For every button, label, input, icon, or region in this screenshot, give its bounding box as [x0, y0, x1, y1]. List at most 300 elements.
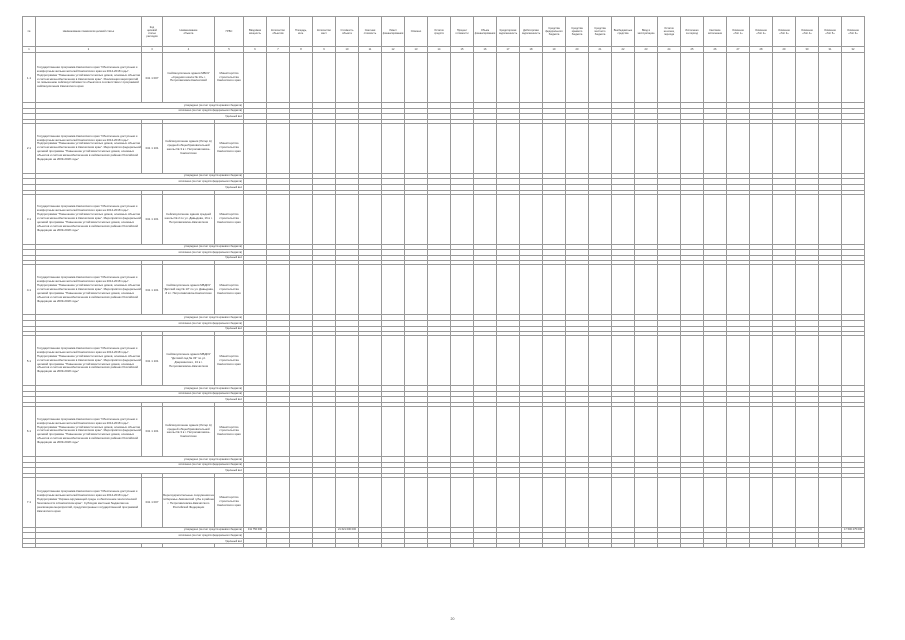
column-number: 10: [336, 47, 359, 53]
header-metric-col: Остаток на конец периода: [658, 17, 681, 47]
metric-cell: [589, 53, 612, 103]
metric-cell: [313, 477, 336, 527]
metric-cell: [681, 477, 704, 527]
object-name: Сейсмоусиление здания (Литер А) средней общеобразовательной школы № 3 в г. Петропавловске-Камчатском: [163, 123, 215, 173]
metric-cell: [359, 53, 382, 103]
metric-cell: [336, 265, 359, 315]
metric-cell: [773, 406, 796, 456]
spacer-cell: [142, 544, 163, 548]
metric-cell: [244, 336, 267, 386]
metric-cell: [612, 194, 635, 244]
metric-cell: [474, 265, 497, 315]
column-number: 30: [796, 47, 819, 53]
metric-cell: [405, 123, 428, 173]
metric-cell: [267, 194, 290, 244]
metric-cell: [773, 265, 796, 315]
header-metric-col: Лимит финансирования: [382, 17, 405, 47]
metric-cell: [727, 265, 750, 315]
metric-cell: [520, 194, 543, 244]
metric-cell: [290, 53, 313, 103]
row-number: 3.1: [23, 194, 36, 244]
spacer-cell: [359, 544, 382, 548]
header-metric-col: Средства краевого бюджета: [566, 17, 589, 47]
metric-cell: [727, 336, 750, 386]
spacer-cell: [750, 544, 773, 548]
header-col-grbs: ГРБС: [215, 17, 244, 47]
metric-cell: [589, 477, 612, 527]
header-col-code: Код целевой статьи расходов: [142, 17, 163, 47]
metric-cell: [543, 194, 566, 244]
metric-cell: [497, 265, 520, 315]
sub-row-label: Удельный вес: [36, 114, 244, 120]
metric-cell: [382, 477, 405, 527]
spacer-cell: [773, 544, 796, 548]
sub-row-label: Удельный вес: [36, 184, 244, 190]
metric-cell: [681, 265, 704, 315]
metric-cell: [267, 123, 290, 173]
row-number: 5.1: [23, 336, 36, 386]
column-number: 3: [142, 47, 163, 53]
metric-cell: [658, 406, 681, 456]
page-number: 20: [450, 617, 455, 621]
spacer-cell: [313, 544, 336, 548]
metric-cell: [405, 265, 428, 315]
spacer-cell: [727, 544, 750, 548]
metric-cell: [819, 406, 842, 456]
metric-cell: [405, 194, 428, 244]
metric-cell: [451, 53, 474, 103]
header-metric-col: Площадь, кв.м.: [290, 17, 313, 47]
program-name: Государственная программа Камчатского края "Обеспечение доступным и комфортным жильем жителей Камчатского края на 2014-2018 годы". Подпрограмма "Охрана окружающей среды и обеспечение экологической безопасности в Камчатском крае". Субсидии местным бюджетам на реализацию мероприятий, предусмотренных государственной программой Камчатского края: [36, 477, 142, 527]
header-metric-col: Количество объектов: [267, 17, 290, 47]
metric-cell: [681, 406, 704, 456]
spacer-cell: [244, 544, 267, 548]
metric-cell: [773, 123, 796, 173]
header-metric-col: Исполнено за период: [681, 17, 704, 47]
program-row: [23, 406, 865, 456]
metric-cell: [658, 53, 681, 103]
metric-cell: [796, 406, 819, 456]
metric-cell: [497, 406, 520, 456]
column-number: 21: [589, 47, 612, 53]
row-number: 4.1: [23, 265, 36, 315]
metric-cell: [842, 123, 865, 173]
program-row: [23, 53, 865, 103]
spacer-cell: [566, 544, 589, 548]
header-metric-col: Средства местного бюджета: [589, 17, 612, 47]
metric-cell: [612, 53, 635, 103]
metric-cell: [589, 336, 612, 386]
metric-cell: [796, 265, 819, 315]
metric-cell: [267, 53, 290, 103]
budget-report-table-container: [22, 16, 865, 548]
program-row: [23, 477, 865, 527]
column-number: 11: [359, 47, 382, 53]
metric-cell: [405, 53, 428, 103]
metric-cell: [313, 123, 336, 173]
target-code: 041 1 101: [142, 265, 163, 315]
metric-cell: [359, 336, 382, 386]
column-number: 29: [773, 47, 796, 53]
metric-cell: [658, 194, 681, 244]
program-name: Государственная программа Камчатского края "Обеспечение доступным и комфортным жильем жителей Камчатского края на 2014-2018 годы". Подпрограмма "Повышение устойчивости жилых домов, основных объектов и систем жизнеобеспечения в Камчатском крае". Реализация мероприятий по повышению сейсмоустойчивости объектов в соответствии с программой сейсмоусиления Камчатского края: [36, 53, 142, 103]
sub-row-label: исполнено (за счет средств федерального бюджета): [36, 250, 244, 256]
metric-cell: [704, 194, 727, 244]
metric-cell: [842, 194, 865, 244]
header-metric-col: Освоено: [405, 17, 428, 47]
metric-cell: [244, 265, 267, 315]
metric-cell: [428, 194, 451, 244]
target-code: 041 1 007: [142, 477, 163, 527]
metric-cell: [681, 194, 704, 244]
column-number: 5: [215, 47, 244, 53]
metric-cell: [244, 123, 267, 173]
spacer-row: [23, 544, 865, 548]
metric-cell: [589, 406, 612, 456]
program-name: Государственная программа Камчатского края "Обеспечение доступным и комфортным жильем жителей Камчатского края на 2014-2018 годы". Подпрограмма "Повышение устойчивости жилых домов, основных объектов и систем жизнеобеспечения в Камчатском крае". Мероприятия федеральной целевой программы "Повышение устойчивости жилых домов, основных объектов и систем жизнеобеспечения в сейсмических районах Российской Федерации на 2009-2018 годы": [36, 265, 142, 315]
metric-cell: [336, 477, 359, 527]
metric-cell: [520, 53, 543, 103]
header-metric-col: Внебюджетные средства: [612, 17, 635, 47]
metric-cell: [704, 406, 727, 456]
metric-cell: [819, 477, 842, 527]
column-number: 2: [36, 47, 142, 53]
program-name: Государственная программа Камчатского края "Обеспечение доступным и комфортным жильем жителей Камчатского края на 2014-2018 годы". Подпрограмма "Повышение устойчивости жилых домов, основных объектов и систем жизнеобеспечения в Камчатском крае". Мероприятия федеральной целевой программы "Повышение устойчивости жилых домов, основных объектов и систем жизнеобеспечения в сейсмических районах Российской Федерации на 2009-2018 годы": [36, 123, 142, 173]
column-number: 12: [382, 47, 405, 53]
metric-cell: [566, 265, 589, 315]
grbs-department: Министерство строительства Камчатского края: [215, 53, 244, 103]
metric-cell: [566, 477, 589, 527]
spacer-cell: [842, 544, 865, 548]
row-number: 1.1: [23, 53, 36, 103]
metric-cell: [313, 336, 336, 386]
metric-cell: [819, 123, 842, 173]
metric-cell: [566, 53, 589, 103]
metric-cell: [428, 265, 451, 315]
metric-cell: [773, 477, 796, 527]
header-metric-col: Средства федерального бюджета: [543, 17, 566, 47]
metric-cell: [244, 194, 267, 244]
header-metric-col: Освоение «Тип 4»: [796, 17, 819, 47]
column-number: 9: [313, 47, 336, 53]
value-cell: 311 750 000: [244, 527, 267, 533]
metric-cell: [290, 265, 313, 315]
program-row: [23, 336, 865, 386]
column-number: 16: [474, 47, 497, 53]
metric-cell: [244, 477, 267, 527]
spacer-cell: [658, 544, 681, 548]
header-metric-col: Стоимость объекта: [336, 17, 359, 47]
target-code: 041 1 007: [142, 53, 163, 103]
metric-cell: [842, 336, 865, 386]
metric-cell: [382, 194, 405, 244]
sub-row-label: Удельный вес: [36, 468, 244, 474]
spacer-cell: [819, 544, 842, 548]
metric-cell: [796, 336, 819, 386]
metric-cell: [750, 194, 773, 244]
metric-cell: [612, 265, 635, 315]
metric-cell: [313, 194, 336, 244]
header-metric-col: Дебиторская задолженность: [520, 17, 543, 47]
spacer-cell: [543, 544, 566, 548]
header-metric-col: Освоение «Тип 5»: [819, 17, 842, 47]
metric-cell: [497, 194, 520, 244]
sub-row-label: утверждено (за счет средств краевого бюджета): [36, 103, 244, 109]
metric-cell: [727, 194, 750, 244]
metric-cell: [635, 406, 658, 456]
row-number: 7.1: [23, 477, 36, 527]
sub-row-label: утверждено (за счет средств краевого бюджета): [36, 386, 244, 392]
metric-cell: [336, 53, 359, 103]
metric-cell: [543, 123, 566, 173]
spacer-cell: [497, 544, 520, 548]
metric-cell: [704, 53, 727, 103]
spacer-cell: [36, 544, 142, 548]
metric-cell: [750, 477, 773, 527]
metric-cell: [336, 406, 359, 456]
spacer-cell: [635, 544, 658, 548]
target-code: 041 1 101: [142, 194, 163, 244]
metric-cell: [842, 53, 865, 103]
metric-cell: [520, 123, 543, 173]
column-number: 27: [727, 47, 750, 53]
header-col-object: Наименование объекта: [163, 17, 215, 47]
metric-cell: [796, 123, 819, 173]
metric-cell: [451, 123, 474, 173]
metric-cell: [359, 265, 382, 315]
sub-row-label: утверждено (за счет средств краевого бюджета): [36, 456, 244, 462]
metric-cell: [704, 265, 727, 315]
sub-row-label: утверждено (за счет средств краевого бюджета): [36, 527, 244, 533]
column-number: 23: [635, 47, 658, 53]
column-number: 8: [290, 47, 313, 53]
column-number: 28: [750, 47, 773, 53]
grbs-department: Министерство строительства Камчатского края: [215, 477, 244, 527]
metric-cell: [382, 123, 405, 173]
metric-cell: [520, 477, 543, 527]
metric-cell: [290, 336, 313, 386]
metric-cell: [842, 477, 865, 527]
spacer-cell: [474, 544, 497, 548]
grbs-department: Министерство строительства Камчатского края: [215, 336, 244, 386]
header-col-name: Наименование показателя целевой статьи: [36, 17, 142, 47]
sub-row-label: исполнено (за счет средств федерального бюджета): [36, 391, 244, 397]
metric-cell: [819, 53, 842, 103]
metric-cell: [336, 194, 359, 244]
spacer-cell: [451, 544, 474, 548]
metric-cell: [543, 477, 566, 527]
metric-cell: [681, 123, 704, 173]
metric-cell: [704, 123, 727, 173]
metric-cell: [819, 265, 842, 315]
metric-cell: [543, 265, 566, 315]
metric-cell: [290, 194, 313, 244]
header-metric-col: Количество мест: [313, 17, 336, 47]
value-cell: 21 621 000 000: [336, 527, 359, 533]
column-number: 13: [405, 47, 428, 53]
target-code: 041 1 101: [142, 123, 163, 173]
metric-cell: [704, 336, 727, 386]
metric-cell: [589, 123, 612, 173]
object-name: Сейсмоусиление здания (Литер А) средней общеобразовательной школы № 3 в г. Петропавловске-Камчатском: [163, 406, 215, 456]
metric-cell: [773, 53, 796, 103]
column-number: 31: [819, 47, 842, 53]
object-name: Сейсмоусиление здания МБОУ «Средняя школа № 10» г. Петропавловск-Камчатский: [163, 53, 215, 103]
column-number: 4: [163, 47, 215, 53]
metric-cell: [681, 53, 704, 103]
metric-cell: [290, 123, 313, 173]
metric-cell: [612, 336, 635, 386]
metric-cell: [382, 406, 405, 456]
column-number: 19: [543, 47, 566, 53]
program-name: Государственная программа Камчатского края "Обеспечение доступным и комфортным жильем жителей Камчатского края на 2014-2018 годы". Подпрограмма "Повышение устойчивости жилых домов, основных объектов и систем жизнеобеспечения в Камчатском крае". Мероприятия федеральной целевой программы "Повышение устойчивости жилых домов, основных объектов и систем жизнеобеспечения в сейсмических районах Российской Федерации на 2009-2018 годы": [36, 406, 142, 456]
metric-cell: [244, 53, 267, 103]
header-metric-col: Освоение «Тип 2»: [750, 17, 773, 47]
header-metric-col: Вводимая мощность: [244, 17, 267, 47]
column-number: 24: [658, 47, 681, 53]
metric-cell: [474, 477, 497, 527]
metric-cell: [474, 123, 497, 173]
metric-cell: [497, 336, 520, 386]
header-metric-col: Освоение «Тип 3»: [773, 17, 796, 47]
metric-cell: [566, 123, 589, 173]
sub-row-label: утверждено (за счет средств краевого бюджета): [36, 244, 244, 250]
metric-cell: [359, 123, 382, 173]
row-number: 6.1: [23, 406, 36, 456]
column-number: 7: [267, 47, 290, 53]
metric-cell: [428, 406, 451, 456]
metric-cell: [313, 406, 336, 456]
metric-cell: [267, 336, 290, 386]
metric-cell: [497, 477, 520, 527]
metric-cell: [796, 477, 819, 527]
program-row: [23, 123, 865, 173]
metric-cell: [359, 194, 382, 244]
metric-cell: [520, 336, 543, 386]
sub-row-label: исполнено (за счет средств федерального бюджета): [36, 179, 244, 185]
program-name: Государственная программа Камчатского края "Обеспечение доступным и комфортным жильем жителей Камчатского края на 2014-2018 годы". Подпрограмма "Повышение устойчивости жилых домов, основных объектов и систем жизнеобеспечения в Камчатском крае". Мероприятия федеральной целевой программы "Повышение устойчивости жилых домов, основных объектов и систем жизнеобеспечения в сейсмических районах Российской Федерации на 2009-2018 годы": [36, 194, 142, 244]
header-metric-col: Процент готовности: [451, 17, 474, 47]
header-col-no: №: [23, 17, 36, 47]
column-number: 14: [428, 47, 451, 53]
budget-report-table: [22, 16, 865, 548]
metric-cell: [474, 336, 497, 386]
metric-cell: [681, 336, 704, 386]
metric-cell: [612, 406, 635, 456]
sub-row-label: Удельный вес: [36, 397, 244, 403]
column-number: 20: [566, 47, 589, 53]
grbs-department: Министерство строительства Камчатского края: [215, 406, 244, 456]
metric-cell: [773, 336, 796, 386]
sub-row-label: исполнено (за счет средств федерального бюджета): [36, 108, 244, 114]
program-row: [23, 194, 865, 244]
metric-cell: [451, 336, 474, 386]
metric-cell: [750, 265, 773, 315]
metric-cell: [267, 406, 290, 456]
metric-cell: [750, 406, 773, 456]
object-name: Берегоукрепительные сооружения на побережье Авачинской губы в районе г. Петропавловска-Камчатского Российской Федерации: [163, 477, 215, 527]
spacer-cell: [704, 544, 727, 548]
column-number: 6: [244, 47, 267, 53]
program-row: [23, 265, 865, 315]
row-number: 2.1: [23, 123, 36, 173]
metric-cell: [428, 477, 451, 527]
metric-cell: [267, 265, 290, 315]
spacer-cell: [382, 544, 405, 548]
metric-cell: [405, 477, 428, 527]
metric-cell: [451, 406, 474, 456]
metric-cell: [566, 406, 589, 456]
table-header-row: [23, 17, 865, 47]
metric-cell: [750, 336, 773, 386]
program-name: Государственная программа Камчатского края "Обеспечение доступным и комфортным жильем жителей Камчатского края на 2014-2018 годы". Подпрограмма "Повышение устойчивости жилых домов, основных объектов и систем жизнеобеспечения в Камчатском крае". Мероприятия федеральной целевой программы "Повышение устойчивости жилых домов, основных объектов и систем жизнеобеспечения в сейсмических районах Российской Федерации на 2009-2018 годы": [36, 336, 142, 386]
metric-cell: [635, 265, 658, 315]
column-number: 15: [451, 47, 474, 53]
metric-cell: [773, 194, 796, 244]
spacer-cell: [796, 544, 819, 548]
sub-row-label: утверждено (за счет средств краевого бюджета): [36, 315, 244, 321]
metric-cell: [336, 336, 359, 386]
metric-cell: [497, 53, 520, 103]
metric-cell: [635, 336, 658, 386]
metric-cell: [658, 123, 681, 173]
metric-cell: [451, 477, 474, 527]
metric-cell: [727, 406, 750, 456]
metric-cell: [405, 406, 428, 456]
metric-cell: [451, 194, 474, 244]
metric-cell: [635, 194, 658, 244]
metric-cell: [612, 123, 635, 173]
sub-row-label: Удельный вес: [36, 255, 244, 261]
metric-cell: [474, 406, 497, 456]
metric-cell: [658, 477, 681, 527]
metric-cell: [589, 265, 612, 315]
sub-row-label: Удельный вес: [36, 326, 244, 332]
metric-cell: [359, 477, 382, 527]
sub-row-label: Удельный вес: [36, 538, 244, 544]
metric-cell: [382, 265, 405, 315]
metric-cell: [543, 53, 566, 103]
metric-cell: [658, 265, 681, 315]
column-number: 32: [842, 47, 865, 53]
metric-cell: [612, 477, 635, 527]
metric-cell: [750, 123, 773, 173]
spacer-cell: [612, 544, 635, 548]
metric-cell: [635, 53, 658, 103]
target-code: 041 1 101: [142, 336, 163, 386]
grbs-department: Министерство строительства Камчатского края: [215, 265, 244, 315]
metric-cell: [635, 477, 658, 527]
metric-cell: [520, 406, 543, 456]
column-number: 25: [681, 47, 704, 53]
column-number: 26: [704, 47, 727, 53]
sub-row-label: исполнено (за счет средств федерального бюджета): [36, 320, 244, 326]
metric-cell: [313, 53, 336, 103]
header-metric-col: Освоение «Тип 1»: [727, 17, 750, 47]
metric-cell: [796, 53, 819, 103]
metric-cell: [819, 194, 842, 244]
metric-cell: [290, 406, 313, 456]
spacer-cell: [267, 544, 290, 548]
metric-cell: [543, 336, 566, 386]
metric-cell: [474, 194, 497, 244]
spacer-cell: [520, 544, 543, 548]
metric-cell: [313, 265, 336, 315]
spacer-cell: [23, 544, 36, 548]
metric-cell: [842, 406, 865, 456]
spacer-cell: [290, 544, 313, 548]
metric-cell: [842, 265, 865, 315]
